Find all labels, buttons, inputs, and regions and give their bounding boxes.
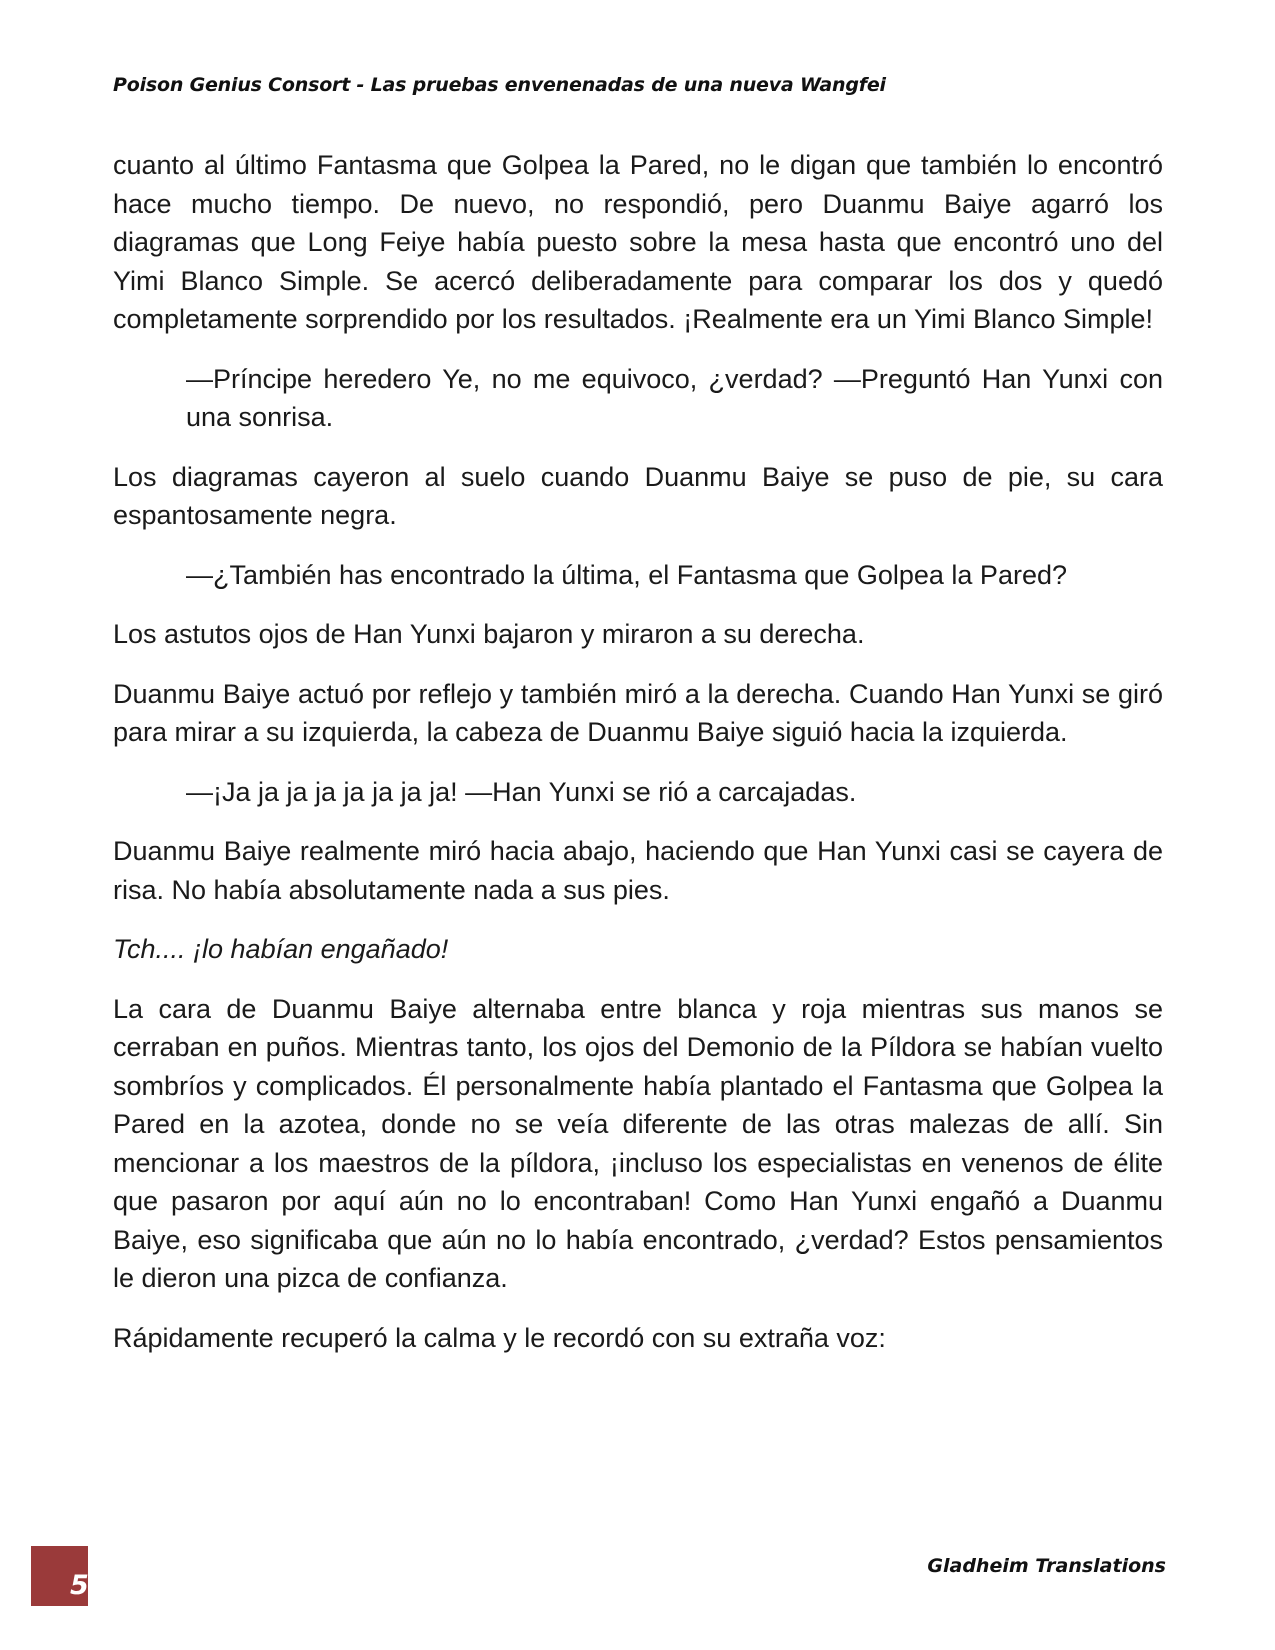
paragraph: cuanto al último Fantasma que Golpea la Pared, no le digan que también lo encontró hace mucho tiempo. De nuevo, no respondió, pero Duanmu Baiye agarró los diagramas que Long Feiye había puesto sobre la mesa hasta que encontró uno del Yimi Blanco Simple. Se acercó deliberadamente para comparar los dos y quedó completamente sorprendido por los resultados. ¡Realmente era un Yimi Blanco Simple! (113, 150, 1163, 334)
body-text (113, 146, 1163, 1378)
paragraph: Duanmu Baiye realmente miró hacia abajo, haciendo que Han Yunxi casi se cayera de risa. No había absolutamente nada a sus pies. (113, 836, 1163, 905)
paragraph: La cara de Duanmu Baiye alternaba entre blanca y roja mientras sus manos se cerraban en puños. Mientras tanto, los ojos del Demonio de la Píldora se habían vuelto sombríos y complicados. Él personalmente había plantado el Fantasma que Golpea la Pared en la azotea, donde no se veía diferente de las otras malezas de allí. Sin mencionar a los maestros de la píldora, ¡incluso los especialistas en venenos de élite que pasaron por aquí aún no lo encontraban! Como Han Yunxi engañó a Duanmu Baiye, eso significaba que aún no lo había encontrado, ¿verdad? Estos pensamientos le dieron una pizca de confianza. (113, 993, 1163, 1293)
paragraph: Los astutos ojos de Han Yunxi bajaron y miraron a su derecha. (113, 619, 865, 649)
running-header: Poison Genius Consort - Las pruebas envenenadas de una nueva Wangfei (113, 74, 886, 96)
page-number-underline (31, 1604, 88, 1606)
paragraph: Los diagramas cayeron al suelo cuando Duanmu Baiye se puso de pie, su cara espantosamente negra. (113, 461, 1163, 530)
dialogue-line: —¡Ja ja ja ja ja ja ja ja! —Han Yunxi se rió a carcajadas. (186, 776, 857, 807)
footer-credit: Gladheim Translations (927, 1555, 1166, 1577)
dialogue-line: —Príncipe heredero Ye, no me equivoco, ¿verdad? —Preguntó Han Yunxi con una sonrisa. (186, 363, 1163, 432)
paragraph: Duanmu Baiye actuó por reflejo y también miró a la derecha. Cuando Han Yunxi se giró para mirar a su izquierda, la cabeza de Duanmu Baiye siguió hacia la izquierda. (113, 678, 1163, 747)
dialogue-line: —¿También has encontrado la última, el Fantasma que Golpea la Pared? (186, 559, 1067, 590)
inner-thought: Tch.... ¡lo habían engañado! (113, 934, 449, 964)
paragraph: Rápidamente recuperó la calma y le recordó con su extraña voz: (113, 1322, 886, 1353)
page-number: 5 (70, 1570, 89, 1601)
